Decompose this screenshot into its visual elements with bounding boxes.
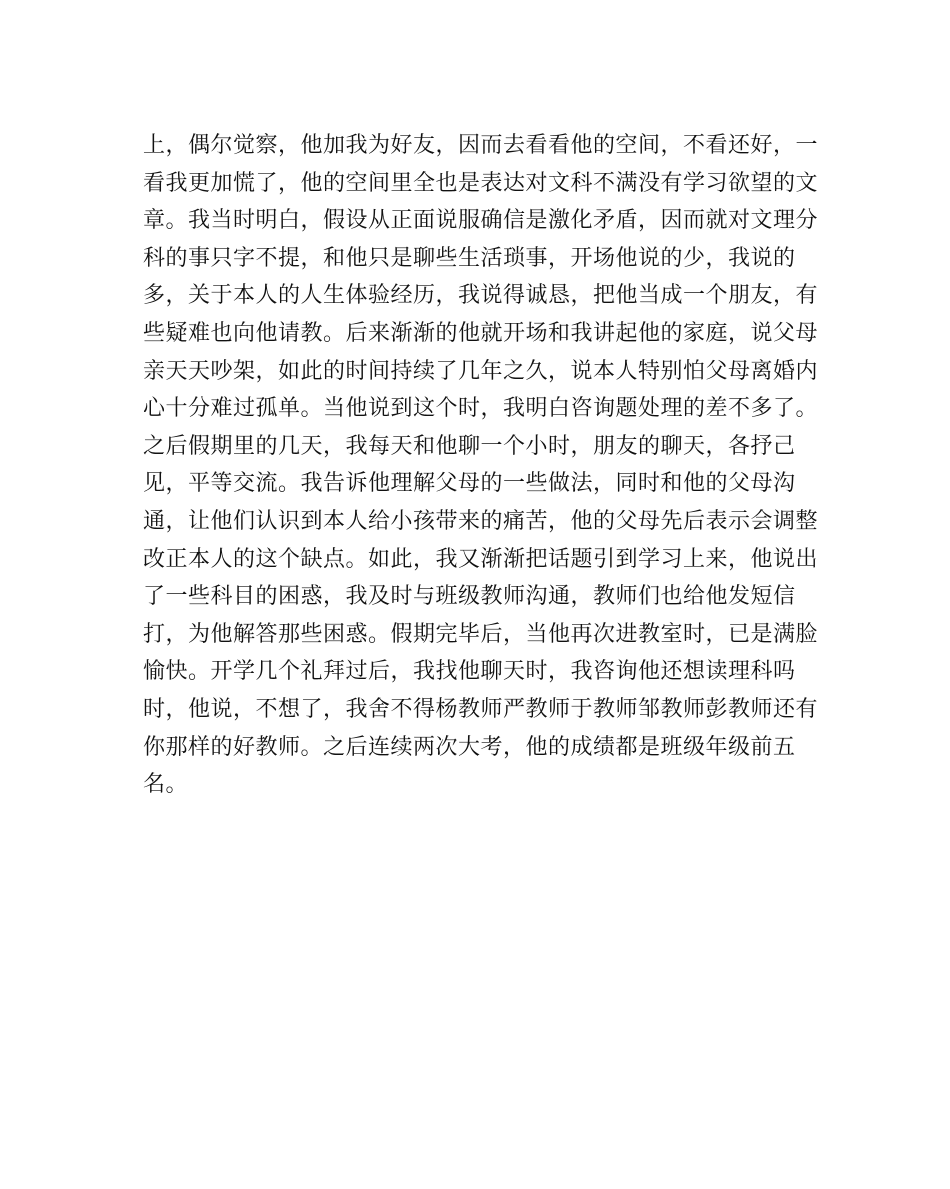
text-line: 名。 bbox=[143, 772, 189, 798]
text-line: 科的事只字不提，和他只是聊些生活琐事，开场他说的少，我说的 bbox=[143, 245, 796, 271]
text-line: 章。我当时明白，假设从正面说服确信是激化矛盾，因而就对文理分 bbox=[143, 208, 819, 234]
text-line: 亲天天吵架，如此的时间持续了几年之久，说本人特别怕父母离婚内 bbox=[143, 358, 819, 384]
body-paragraph bbox=[143, 127, 819, 804]
text-line: 看我更加慌了，他的空间里全也是表达对文科不满没有学习欲望的文 bbox=[143, 170, 819, 196]
text-line: 改正本人的这个缺点。如此，我又渐渐把话题引到学习上来，他说出 bbox=[143, 546, 819, 572]
text-line: 通，让他们认识到本人给小孩带来的痛苦，他的父母先后表示会调整 bbox=[143, 508, 819, 534]
text-line: 时，他说，不想了，我舍不得杨教师严教师于教师邹教师彭教师还有 bbox=[143, 696, 819, 722]
text-line: 打，为他解答那些困惑。假期完毕后，当他再次进教室时，已是满脸 bbox=[143, 621, 819, 647]
text-line: 之后假期里的几天，我每天和他聊一个小时，朋友的聊天，各抒己 bbox=[143, 433, 796, 459]
text-line: 上，偶尔觉察，他加我为好友，因而去看看他的空间，不看还好，一 bbox=[143, 133, 819, 158]
text-line: 些疑难也向他请教。后来渐渐的他就开场和我讲起他的家庭，说父母 bbox=[143, 320, 819, 346]
text-line: 你那样的好教师。之后连续两次大考，他的成绩都是班级年级前五 bbox=[143, 734, 796, 760]
text-line: 心十分难过孤单。当他说到这个时，我明白咨询题处理的差不多了。 bbox=[143, 396, 819, 422]
text-line: 多，关于本人的人生体验经历，我说得诚恳，把他当成一个朋友，有 bbox=[143, 283, 819, 309]
text-line: 了一些科目的困惑，我及时与班级教师沟通，教师们也给他发短信 bbox=[143, 584, 796, 610]
text-line: 见，平等交流。我告诉他理解父母的一些做法，同时和他的父母沟 bbox=[143, 471, 796, 497]
text-line: 愉快。开学几个礼拜过后，我找他聊天时，我咨询他还想读理科吗 bbox=[143, 659, 796, 685]
